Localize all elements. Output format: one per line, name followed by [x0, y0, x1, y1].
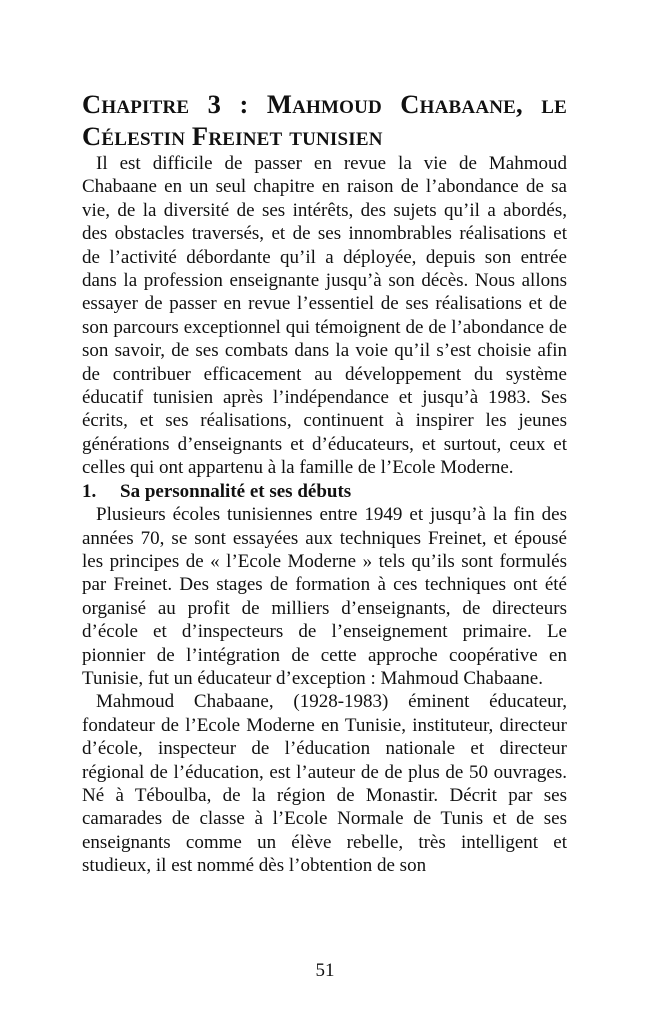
chapter-title: Chapitre 3 : Mahmoud Chabaane, le Célestin Freinet tunisien [82, 89, 567, 151]
body-paragraph: Plusieurs écoles tunisiennes entre 1949 et jusqu’à la fin des années 70, se sont essayées aux techniques Freinet, et épousé les principes de « l’Ecole Moderne » tels qu’ils sont formulés par Freinet. Des stages de formation à ces techniques ont été organisé au profit de milliers d’enseignants, de directeurs d’école et d’inspecteurs de l’enseignement primaire. Le pionnier de l’intégration de cette approche coopérative en Tunisie, fut un éducateur d’exception : Mahmoud Chabaane. [82, 504, 567, 689]
section-title: Sa personnalité et ses débuts [120, 480, 352, 502]
section-heading [82, 480, 567, 503]
page-content [82, 88, 567, 878]
body-paragraph: Mahmoud Chabaane, (1928-1983) éminent éducateur, fondateur de l’Ecole Moderne en Tunisie, instituteur, directeur d’école, inspecteur de l’éducation nationale et directeur régional de l’éducation, est l’auteur de de plus de 50 ouvrages. Né à Téboulba, de la région de Monastir. Décrit par ses camarades de classe à l’Ecole Normale de Tunis et de ses enseignants comme un élève rebelle, très intelligent et studieux, il est nommé dès l’obtention de son [82, 691, 567, 877]
intro-paragraph: Il est difficile de passer en revue la vie de Mahmoud Chabaane en un seul chapitre en raison de l’abondance de sa vie, de la diversité de ses intérêts, des sujets qu’il a abordés, des obstacles traversés, et de ses innombrables réalisations et de l’activité débordante qu’il a déployée, depuis son entrée dans la profession enseignante jusqu’à son décès. Nous allons essayer de passer en revue l’essentiel de ses réalisations et de son parcours exceptionnel qui témoignent de de l’abondance de son savoir, de ses combats dans la voie qu’il s’est choisie afin de contribuer efficacement au développement du système éducatif tunisien après l’indépendance et jusqu’à 1983. Ses écrits, et ses réalisations, continuent à inspirer les jeunes générations d’enseignants et d’éducateurs, et surtout, ceux et celles qui ont appartenu à la famille de l’Ecole Moderne. [82, 153, 567, 479]
section-number: 1. [82, 480, 97, 502]
page-number: 51 [315, 960, 335, 981]
